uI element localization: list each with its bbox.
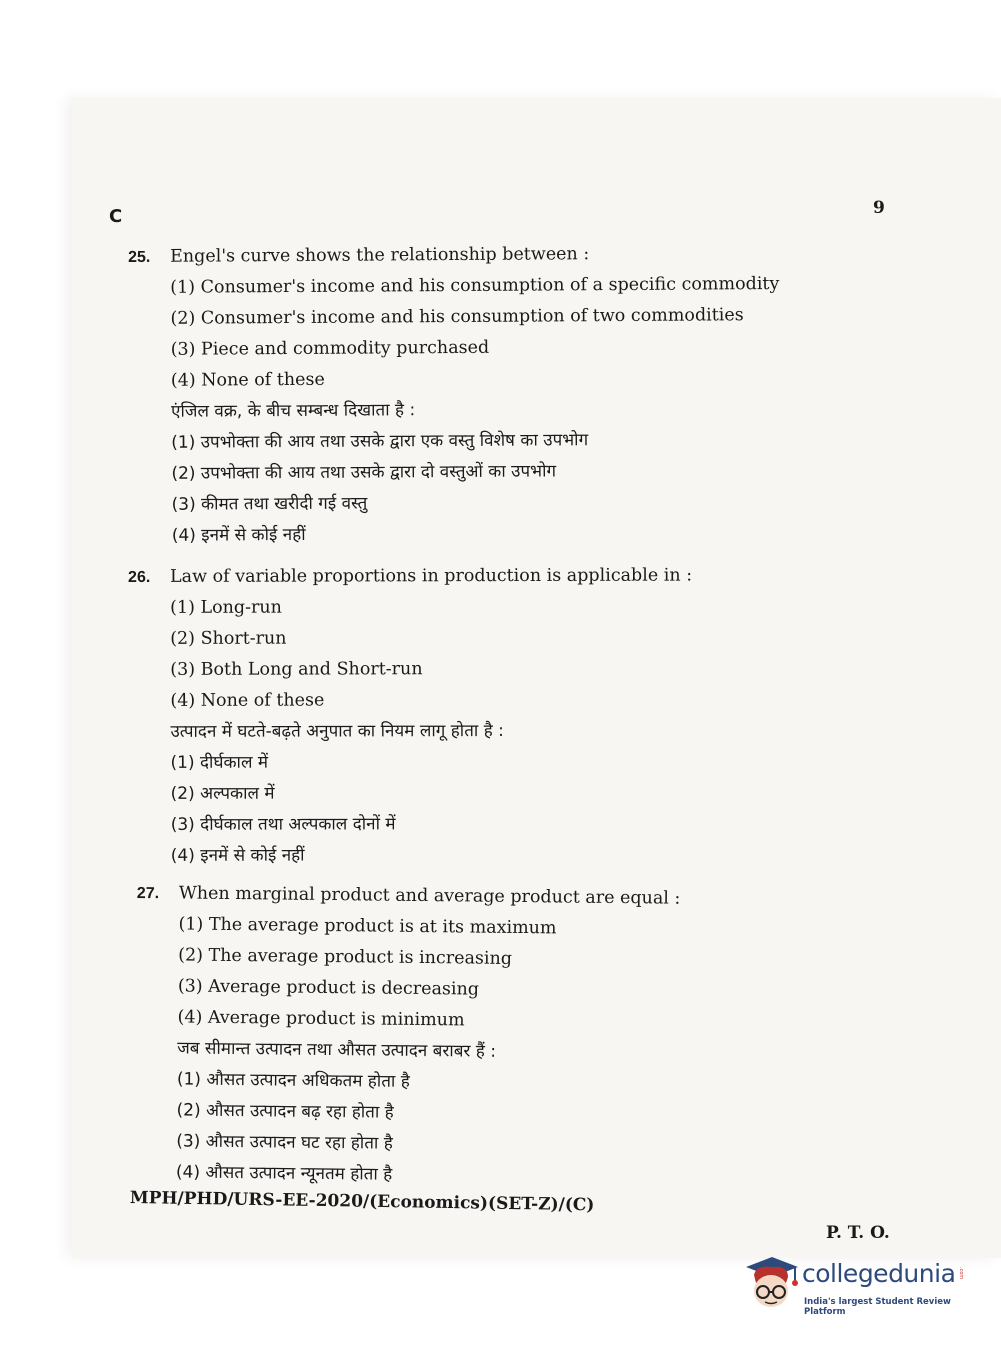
question-number: 26. bbox=[128, 568, 151, 586]
paper-code: MPH/PHD/URS-EE-2020/(Economics)(SET-Z)/(C) bbox=[129, 1188, 595, 1216]
option-hi-4: (4) औसत उत्पादन न्यूनतम होता है bbox=[175, 1162, 393, 1185]
question-text-hi: उत्पादन में घटते-बढ़ते अनुपात का नियम लागू होता है : bbox=[170, 721, 504, 742]
option-en-1: (1) Long-run bbox=[170, 597, 282, 618]
option-hi-3: (3) कीमत तथा खरीदी गई वस्तु bbox=[171, 493, 368, 515]
brand-tagline: India's largest Student Review Platform bbox=[804, 1297, 951, 1317]
brand-name: collegedunia bbox=[802, 1259, 956, 1288]
set-letter: C bbox=[109, 206, 123, 227]
option-hi-1: (1) दीर्घकाल में bbox=[170, 752, 269, 773]
page-number: 9 bbox=[873, 198, 885, 218]
option-en-3: (3) Average product is decreasing bbox=[177, 976, 480, 1000]
question-stem-en bbox=[128, 237, 868, 273]
graduate-mascot-icon bbox=[742, 1253, 800, 1313]
question-number: 27. bbox=[136, 884, 160, 903]
option-en-2: (2) The average product is increasing bbox=[178, 945, 513, 969]
collegedunia-logo bbox=[742, 1253, 972, 1315]
option-hi-4: (4) इनमें से कोई नहीं bbox=[171, 524, 306, 546]
option-hi-2: (2) औसत उत्पादन बढ़ रहा होता है bbox=[176, 1100, 394, 1123]
pto-label: P. T. O. bbox=[826, 1223, 890, 1243]
question-text-hi: एंजिल वक्र, के बीच सम्बन्ध दिखाता है : bbox=[170, 400, 416, 422]
option-hi-2: (2) अल्पकाल में bbox=[170, 783, 275, 804]
option-en-4: (4) None of these bbox=[170, 369, 325, 391]
option-en-4: (4) Average product is minimum bbox=[177, 1007, 465, 1031]
option-hi-2: (2) उपभोक्ता की आय तथा उसके द्वारा दो वस्तुओं का उपभोग bbox=[171, 461, 557, 484]
question-text-en: When marginal product and average product are equal : bbox=[178, 883, 681, 909]
question-text-en: Law of variable proportions in production is applicable in : bbox=[170, 565, 693, 587]
option-en-4: (4) None of these bbox=[170, 690, 325, 711]
option-en-2: (2) Short-run bbox=[170, 628, 287, 649]
question-stem-en bbox=[128, 560, 868, 593]
brand-domain: .com bbox=[958, 1267, 964, 1280]
question-text-hi: जब सीमान्त उत्पादन तथा औसत उत्पादन बराबर हैं : bbox=[177, 1038, 497, 1062]
option-en-1: (1) Consumer's income and his consumption of a specific commodity bbox=[170, 274, 780, 298]
option-hi-1: (1) उपभोक्ता की आय तथा उसके द्वारा एक वस्तु विशेष का उपभोग bbox=[171, 430, 589, 453]
option-en-3: (3) Both Long and Short-run bbox=[170, 659, 423, 680]
option-hi-1: (1) औसत उत्पादन अधिकतम होता है bbox=[176, 1069, 410, 1092]
option-en-1: (1) The average product is at its maximum bbox=[178, 914, 557, 939]
question-27 bbox=[134, 878, 877, 1196]
option-en-2: (2) Consumer's income and his consumption of two commodities bbox=[170, 305, 744, 329]
option-hi-3: (3) औसत उत्पादन घट रहा होता है bbox=[176, 1131, 393, 1154]
question-text-en: Engel's curve shows the relationship between : bbox=[170, 244, 590, 267]
question-number: 25. bbox=[128, 248, 151, 266]
option-hi-4: (4) इनमें से कोई नहीं bbox=[170, 845, 305, 866]
question-26 bbox=[128, 560, 869, 872]
option-hi-3: (3) दीर्घकाल तथा अल्पकाल दोनों में bbox=[170, 814, 396, 835]
option-en-3: (3) Piece and commodity purchased bbox=[170, 337, 490, 360]
question-25 bbox=[128, 237, 870, 552]
